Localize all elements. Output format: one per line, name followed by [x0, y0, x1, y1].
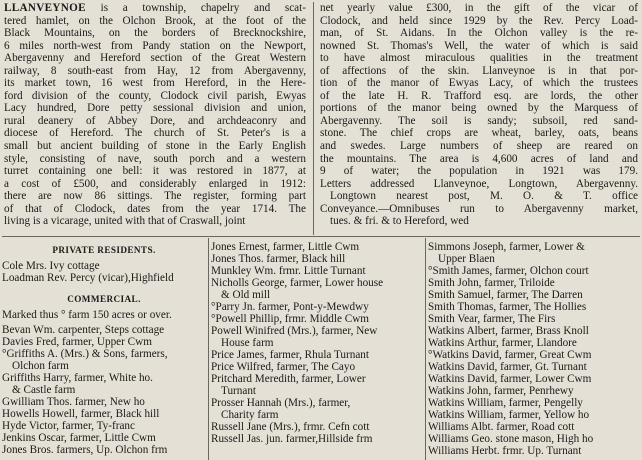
paragraph-line: [4, 203, 306, 216]
paragraph-text: Letters addressed Llanveynoe, Longtown, Abergavenny.: [320, 177, 638, 190]
paragraph-line: [4, 90, 306, 103]
directory-entry: House farm: [221, 337, 274, 349]
directory-entry: Russell Jas. jun. farmer,Hillside frm: [211, 433, 373, 445]
directory-entry: °Griffiths A. (Mrs.) & Sons, farmers,: [2, 348, 168, 360]
column-divider: [208, 238, 209, 460]
place-name: LLANVEYNOE: [4, 2, 86, 14]
paragraph-line: [320, 165, 638, 178]
directory-entry: & Old mill: [221, 289, 271, 301]
directory-entry: Turnant: [221, 385, 257, 397]
paragraph-text: Abergavenny and Hereford section of the Great Western: [4, 52, 306, 65]
paragraph-text: Conveyance.—Omnibuses run to Abergavenny market,: [320, 202, 638, 215]
paragraph-line: [4, 65, 306, 78]
paragraph-text: small but ancient building of stone in the Early English: [4, 140, 306, 153]
resident-entry: Cole Mrs. Ivy cottage: [2, 260, 100, 272]
directory-entry: Nicholls George, farmer, Lower house: [211, 277, 384, 289]
directory-entry: Griffiths Harry, farmer, White ho.: [2, 372, 153, 384]
paragraph-line: [4, 115, 306, 128]
paragraph-text: style, consisting of nave, south porch and a western: [4, 152, 306, 165]
directory-column-1: [2, 241, 206, 456]
paragraph-line: [320, 115, 638, 128]
directory-entry: Williams Geo. stone mason, High ho: [428, 433, 594, 445]
directory-entry: Davies Fred, farmer, Upper Cwm: [2, 336, 152, 348]
paragraph-line: [4, 190, 306, 203]
column-divider: [425, 238, 426, 460]
paragraph-line: [4, 27, 306, 40]
directory-entry: Williams Herbt. frmr. Up. Turnant: [428, 445, 582, 457]
paragraph-line: [320, 178, 638, 191]
directory-entry: Powell Winifred (Mrs.), farmer, New: [211, 325, 378, 337]
paragraph-text: is a township, chapelry and scat-: [85, 2, 306, 14]
paragraph-text: a cost of £500, and considerably enlarged in 1912:: [4, 177, 306, 190]
directory-entry: Gwilliam Thos. farmer, New ho: [2, 396, 145, 408]
paragraph-line: [320, 102, 638, 115]
directory-column-3: [428, 241, 640, 457]
directory-entry: & Castle farm: [12, 384, 76, 396]
paragraph-line: [4, 2, 306, 15]
directory-entry: Prosser Hannah (Mrs.), farmer,: [211, 397, 351, 409]
directory-entry: Smith Thomas, farmer, The Hollies: [428, 301, 587, 313]
directory-entry: Smith Samuel, farmer, The Darren: [428, 289, 583, 301]
paragraph-text: and swedes. Large numbers of sheep are reared on: [320, 140, 638, 153]
paragraph-text: stone. The chief crops are wheat, barley, oats, beans: [320, 127, 638, 140]
paragraph-text: of that of Clodock, dates from the year 1714. The: [4, 202, 306, 215]
description-column-left: [4, 2, 306, 228]
paragraph-text: railway, 8 south-east from Hay, 12 from Abergavenny,: [4, 64, 306, 77]
directory-entry: Russell Jane (Mrs.), frmr. Cefn cott: [211, 421, 370, 433]
commercial-list-3: [428, 241, 640, 457]
directory-entry: °Parry Jn. farmer, Pont-y-Mewdwy: [211, 301, 369, 313]
paragraph-text: net yearly value £300, in the gift of the vicar of: [320, 2, 638, 14]
directory-entry: Hyde Victor, farmer, Ty-franc: [2, 420, 135, 432]
section-divider: [2, 236, 640, 237]
paragraph-line: [320, 65, 638, 78]
directory-entry: Jenkins Oscar, farmer, Little Cwm: [2, 432, 156, 444]
paragraph-line: [320, 140, 638, 153]
directory-entry: Jones Thos. farmer, Black hill: [211, 253, 346, 265]
commercial-list-1: [2, 324, 206, 456]
paragraph-text: tion of the manor of Ewyas Lacy, of which the trustees: [320, 77, 638, 90]
paragraph-text: its market town, 16 west from Hereford, in the Here-: [4, 77, 306, 90]
directory-entry: Smith Vear, farmer, The Firs: [428, 313, 556, 325]
directory-entry: Simmons Joseph, farmer, Lower &: [428, 241, 585, 253]
paragraph-line: [320, 153, 638, 166]
paragraph-text: tues. & fri. & to Hereford, wed: [330, 215, 469, 228]
paragraph-text: Abergavenny. The soil is sandy; subsoil, red sand-: [320, 114, 638, 127]
directory-entry: Watkins David, farmer, Lower Cwm: [428, 373, 592, 385]
paragraph-text: there are now 86 sittings. The register, forming part: [4, 190, 306, 203]
directory-entry: Price James, farmer, Rhula Turnant: [211, 349, 370, 361]
directory-entry: Bevan Wm. carpenter, Steps cottage: [2, 324, 165, 336]
column-divider: [313, 2, 314, 235]
paragraph-line: [4, 102, 306, 115]
paragraph-line: [320, 2, 638, 15]
directory-entry: Price Wilfred, farmer, The Cayo: [211, 361, 356, 373]
paragraph-text: man, of St. Aidans. In the Olchon valley is the re-: [320, 27, 638, 40]
directory-entry: Charity farm: [221, 409, 279, 421]
commercial-heading: COMMERCIAL.: [67, 294, 141, 304]
paragraph-text: 6 miles north-west from Pandy station on the Newport,: [4, 39, 306, 52]
paragraph-line: [4, 153, 306, 166]
directory-entry: Smith John, farmer, Triloide: [428, 277, 555, 289]
directory-entry: Jones Bros. farmers, Up. Olchon frm: [2, 444, 168, 456]
directory-entry: Jones Ernest, farmer, Little Cwm: [211, 241, 360, 253]
commercial-note: Marked thus ° farm 150 acres or over.: [2, 309, 172, 321]
paragraph-line: [4, 178, 306, 191]
directory-entry: Olchon farm: [12, 360, 69, 372]
directory-entry: Howells Howell, farmer, Black hill: [2, 408, 160, 420]
directory-entry: Watkins William, farmer, Yellow ho: [428, 409, 590, 421]
paragraph-line: [320, 40, 638, 53]
directory-entry: °Powell Phillip, frmr. Middle Cwm: [211, 313, 369, 325]
directory-entry: °Smith James, farmer, Olchon court: [428, 265, 589, 277]
directory-entry: Watkins Albert, farmer, Brass Knoll: [428, 325, 589, 337]
paragraph-text: ford division of the county, Clodock civil parish, Ewyas: [4, 89, 306, 102]
paragraph-line: [320, 215, 638, 228]
paragraph-text: portions of the manor being owned by the Marquess of: [320, 102, 638, 115]
private-residents-list: [2, 260, 206, 284]
paragraph-line: [320, 127, 638, 140]
description-column-right: [320, 2, 638, 228]
paragraph-text: of affections of the skin. Llanveynoe is in that por-: [320, 64, 638, 77]
paragraph-line: [4, 52, 306, 65]
paragraph-line: [4, 127, 306, 140]
paragraph-line: [320, 15, 638, 28]
paragraph-line: [4, 140, 306, 153]
directory-entry: Pritchard Meredith, farmer, Lower: [211, 373, 366, 385]
paragraph-line: [320, 203, 638, 216]
paragraph-line: [320, 27, 638, 40]
paragraph-text: rural deanery of Abbey Dore, and archdeaconry and: [4, 114, 306, 127]
paragraph-line: [4, 165, 306, 178]
directory-column-2: [211, 241, 422, 445]
paragraph-line: [320, 90, 638, 103]
paragraph-line: [4, 215, 306, 228]
paragraph-line: [320, 52, 638, 65]
paragraph-text: Lacy hundred, Dore petty sessional division and union,: [4, 102, 306, 115]
paragraph-text: Clodock, and held since 1929 by the Rev. Percy Load-: [320, 14, 638, 27]
paragraph-line: [320, 77, 638, 90]
paragraph-line: [4, 77, 306, 90]
paragraph-text: turret containing one bell: it was restored in 1877, at: [4, 165, 306, 178]
directory-entry: °Watkins David, farmer, Great Cwm: [428, 349, 592, 361]
directory-entry: Watkins William, farmer, Pengelly: [428, 397, 583, 409]
directory-entry: Watkins Arthur, farmer, Llandore: [428, 337, 577, 349]
paragraph-text: nowned St. Thomas's Well, the water of which is said: [320, 39, 638, 52]
paragraph-text: diocese of Hereford. The church of St. Peter's is a: [4, 127, 306, 140]
directory-entry: Watkins David, farmer, Gt. Turnant: [428, 361, 587, 373]
paragraph-text: Black Mountains, on the borders of Brecknockshire,: [4, 27, 306, 40]
directory-entry: Watkins John, farmer, Penrhewy: [428, 385, 574, 397]
resident-entry: Loadman Rev. Percy (vicar),Highfield: [2, 272, 174, 284]
directory-entry: Williams Albt. farmer, Road cott: [428, 421, 575, 433]
paragraph-text: tered hamlet, on the Olchon Brook, at the foot of the: [4, 14, 306, 27]
directory-entry: Munkley Wm. frmr. Little Turnant: [211, 265, 366, 277]
paragraph-text: the mountains. The area is 4,600 acres of land and: [320, 152, 638, 165]
paragraph-text: to have almost miraculous qualities in the treatment: [320, 52, 638, 65]
paragraph-line: [320, 190, 638, 203]
private-residents-heading: PRIVATE RESIDENTS.: [52, 245, 156, 255]
directory-entry: Upper Blaen: [438, 253, 495, 265]
commercial-list-2: [211, 241, 422, 445]
paragraph-text: living is a vicarage, united with that of Craswall, joint: [4, 215, 246, 228]
paragraph-text: 9 of water; the population in 1921 was 179.: [320, 165, 638, 178]
paragraph-text: Longtown nearest post, M. O. & T. office: [330, 190, 638, 203]
paragraph-text: of the late H. R. Trafford esq. are lords, the other: [320, 89, 638, 102]
paragraph-line: [4, 40, 306, 53]
paragraph-line: [4, 15, 306, 28]
